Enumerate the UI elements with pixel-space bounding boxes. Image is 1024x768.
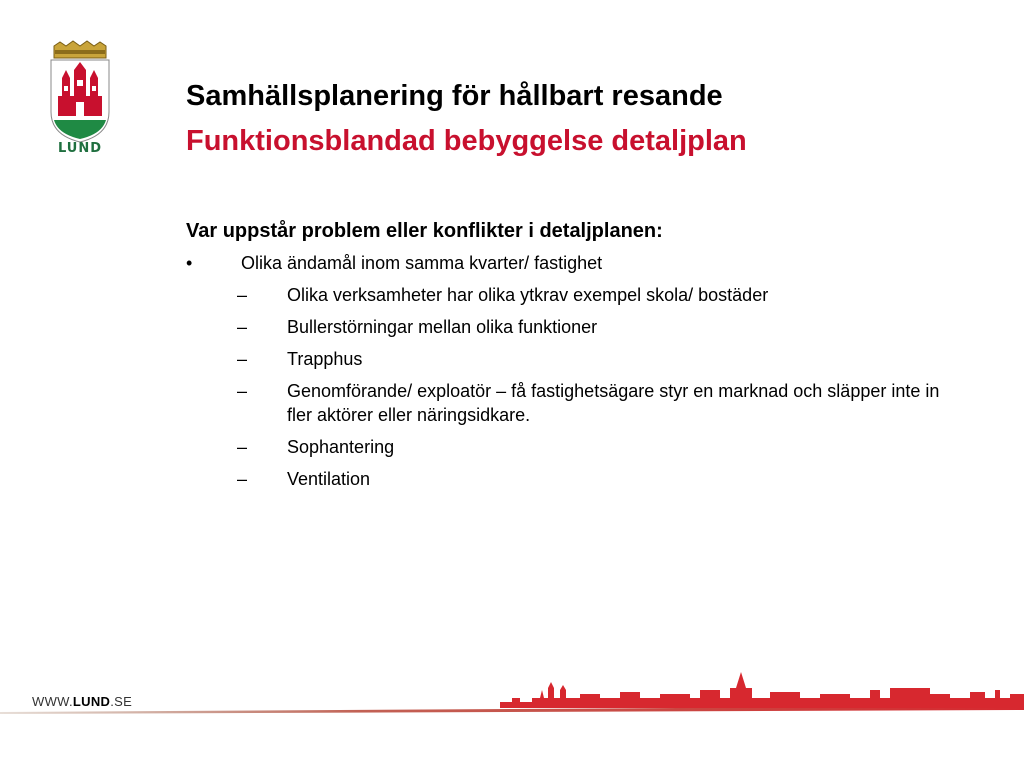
page-subtitle: Funktionsblandad bebyggelse detaljplan (186, 125, 747, 157)
sub-item (186, 435, 966, 459)
sub-item (186, 283, 966, 307)
sub-item-text: Trapphus (287, 349, 363, 369)
sub-item-text: Sophantering (287, 437, 395, 457)
content-heading: Var uppstår problem eller konflikter i detaljplanen: (186, 220, 663, 242)
bullet-item (186, 251, 966, 275)
sub-item-text: Genomförande/ exploatör – få fastighetsägare styr en marknad och släpper inte in fler aktörer eller näringsidkare. (287, 381, 940, 425)
slide-content (186, 220, 966, 499)
dash-marker: – (237, 349, 248, 369)
dash-marker: – (237, 469, 248, 489)
sub-item-text: Ventilation (287, 469, 371, 489)
url-suffix: .SE (110, 694, 133, 709)
sub-item-text: Bullerstörningar mellan olika funktioner (287, 317, 598, 337)
dash-marker: – (237, 437, 248, 457)
sub-item (186, 347, 966, 371)
bullet-marker: • (186, 253, 193, 273)
sub-item-text: Olika verksamheter har olika ytkrav exempel skola/ bostäder (287, 285, 769, 305)
sub-item (186, 315, 966, 339)
url-domain: LUND (72, 694, 111, 709)
url-prefix: WWW. (32, 694, 73, 709)
page-title: Samhällsplanering för hållbart resande (186, 80, 723, 112)
bullet-text: Olika ändamål inom samma kvarter/ fastighet (241, 253, 603, 273)
dash-marker: – (237, 381, 248, 401)
dash-marker: – (237, 317, 248, 337)
dash-marker: – (237, 285, 248, 305)
sub-item (186, 379, 966, 427)
logo-text: LUND (57, 141, 103, 156)
city-skyline-graphic (0, 668, 1024, 720)
sub-item (186, 467, 966, 491)
